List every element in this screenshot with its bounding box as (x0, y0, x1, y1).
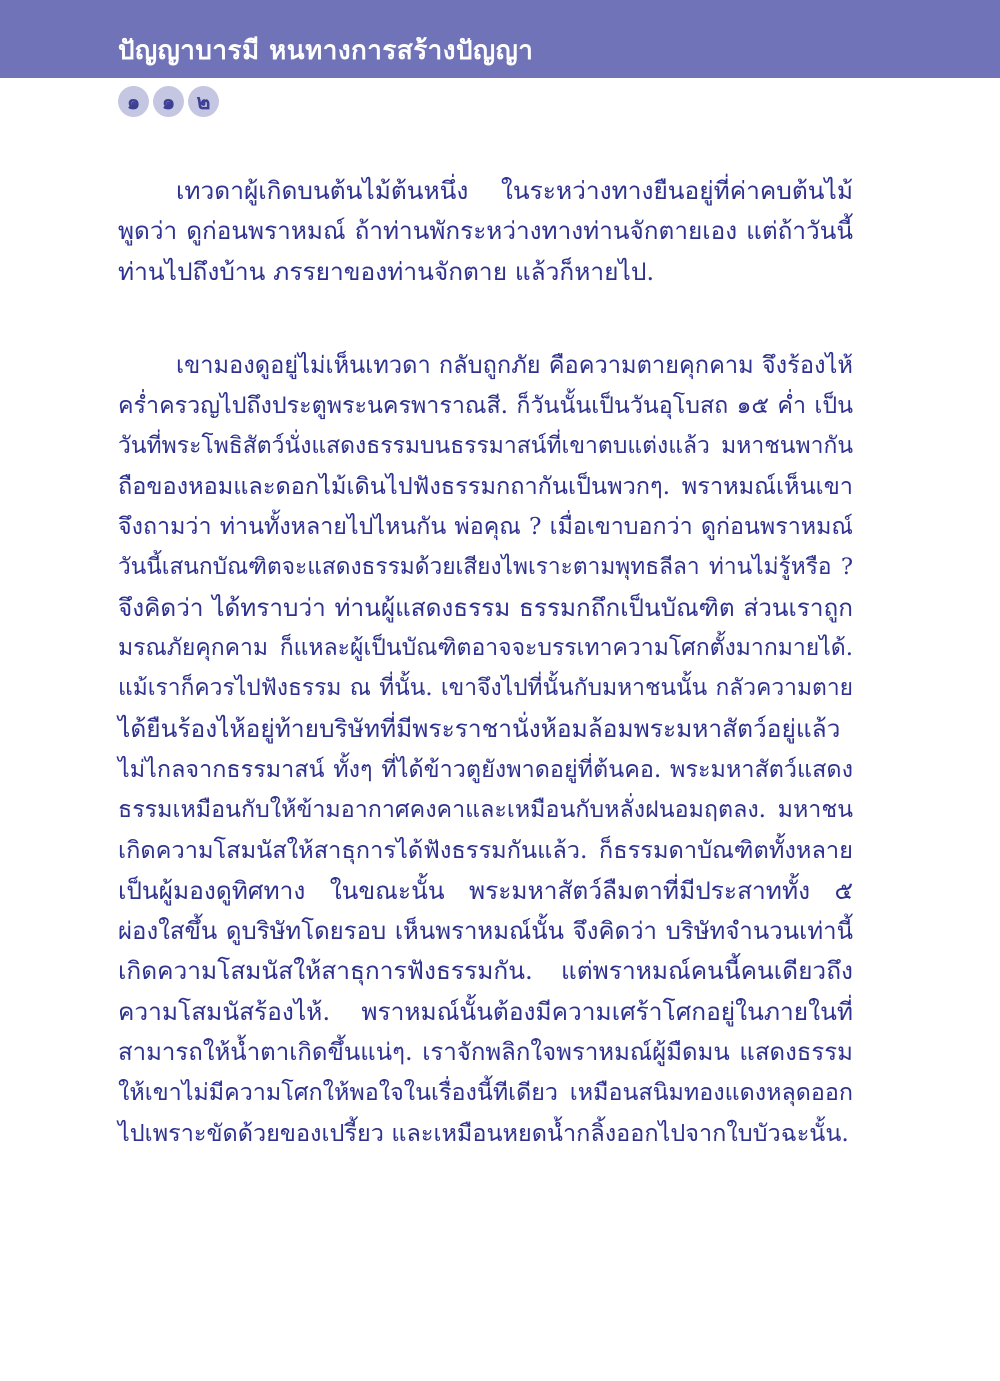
page-number-digit: ๒ (188, 86, 219, 117)
page-number-digit: ๑ (153, 86, 184, 117)
header-band (0, 0, 1000, 78)
text-line: ให้เขาไม่มีความโศกให้พอใจในเรื่องนี้ทีเดียว เหมือนสนิมทองแดงหลุดออก (118, 1078, 853, 1106)
text-line: จึงถามว่า ท่านทั้งหลายไปไหนกัน พ่อคุณ ? เมื่อเขาบอกว่า ดูก่อนพราหมณ์ (118, 512, 853, 540)
text-line: เขามองดูอยู่ไม่เห็นเทวดา กลับถูกภัย คือความตายคุกคาม จึงร้องไห้ (176, 351, 853, 380)
text-line: ท่านไปถึงบ้าน ภรรยาของท่านจักตาย แล้วก็หายไป. (118, 256, 655, 286)
text-line: วันนี้เสนกบัณฑิตจะแสดงธรรมด้วยเสียงไพเราะตามพุทธลีลา ท่านไม่รู้หรือ ? (118, 554, 853, 581)
text-line: พูดว่า ดูก่อนพราหมณ์ ถ้าท่านพักระหว่างทางท่านจักตายเอง แต่ถ้าวันนี้ (118, 216, 853, 246)
text-line: ถือของหอมและดอกไม้เดินไปฟังธรรมกถากันเป็นพวกๆ. พราหมณ์เห็นเขา (118, 472, 853, 501)
text-line: แม้เราก็ควรไปฟังธรรม ณ ที่นั้น. เขาจึงไปที่นั้นกับมหาชนนั้น กลัวความตาย (118, 675, 853, 702)
paragraph-1 (118, 171, 853, 292)
text-line: สามารถให้น้ำตาเกิดขึ้นแน่ๆ. เราจักพลิกใจพราหมณ์ผู้มืดมน แสดงธรรม (118, 1038, 853, 1067)
text-line: ผ่องใสขึ้น ดูบริษัทโดยรอบ เห็นพราหมณ์นั้น จึงคิดว่า บริษัทจำนวนเท่านี้ (118, 916, 853, 945)
text-line: วันที่พระโพธิสัตว์นั่งแสดงธรรมบนธรรมาสน์ที่เขาตบแต่งแล้ว มหาชนพากัน (118, 433, 853, 460)
text-line: ไปเพราะขัดด้วยของเปรี้ยว และเหมือนหยดน้ำกลิ้งออกไปจากใบบัวฉะนั้น. (118, 1118, 849, 1147)
text-line: ธรรมเหมือนกับให้ข้ามอากาศคงคาและเหมือนกับหลั่งฝนอมฤตลง. มหาชน (118, 795, 853, 823)
running-header-title: ปัญญาบารมี หนทางการสร้างปัญญา (118, 36, 534, 66)
text-line: ความโสมนัสร้องไห้. พราหมณ์นั้นต้องมีความเศร้าโศกอยู่ในภายในที่ (118, 996, 853, 1026)
text-line: เทวดาผู้เกิดบนต้นไม้ต้นหนึ่ง ในระหว่างทางยืนอยู่ที่ค่าคบต้นไม้ (176, 176, 853, 205)
text-line: ได้ยืนร้องไห้อยู่ท้ายบริษัทที่มีพระราชานั่งห้อมล้อมพระมหาสัตว์อยู่แล้ว (118, 713, 841, 743)
text-line: เกิดความโสมนัสให้สาธุการฟังธรรมกัน. แต่พราหมณ์คนนี้คนเดียวถึง (118, 956, 853, 986)
text-line: เกิดความโสมนัสให้สาธุการได้ฟังธรรมกันแล้ว. ก็ธรรมดาบัณฑิตทั้งหลาย (118, 836, 853, 865)
page-number-digit: ๑ (118, 86, 149, 117)
paragraph-2 (118, 345, 853, 1153)
text-line: ไม่ไกลจากธรรมาสน์ ทั้งๆ ที่ได้ข้าวตูยังพาดอยู่ที่ต้นคอ. พระมหาสัตว์แสดง (118, 755, 853, 784)
text-line: มรณภัยคุกคาม ก็แหละผู้เป็นบัณฑิตอาจจะบรรเทาความโศกตั้งมากมายได้. (118, 635, 853, 662)
body-text (118, 171, 853, 1153)
text-line: คร่ำครวญไปถึงประตูพระนครพาราณสี. ก็วันนั้นเป็นวันอุโบสถ ๑๕ ค่ำ เป็น (118, 391, 853, 419)
text-line: จึงคิดว่า ได้ทราบว่า ท่านผู้แสดงธรรม ธรรมกถึกเป็นบัณฑิต ส่วนเราถูก (118, 592, 853, 622)
text-line: เป็นผู้มองดูทิศทาง ในขณะนั้น พระมหาสัตว์ลืมตาที่มีประสาททั้ง ๕ (118, 875, 853, 905)
page-number (118, 86, 219, 117)
